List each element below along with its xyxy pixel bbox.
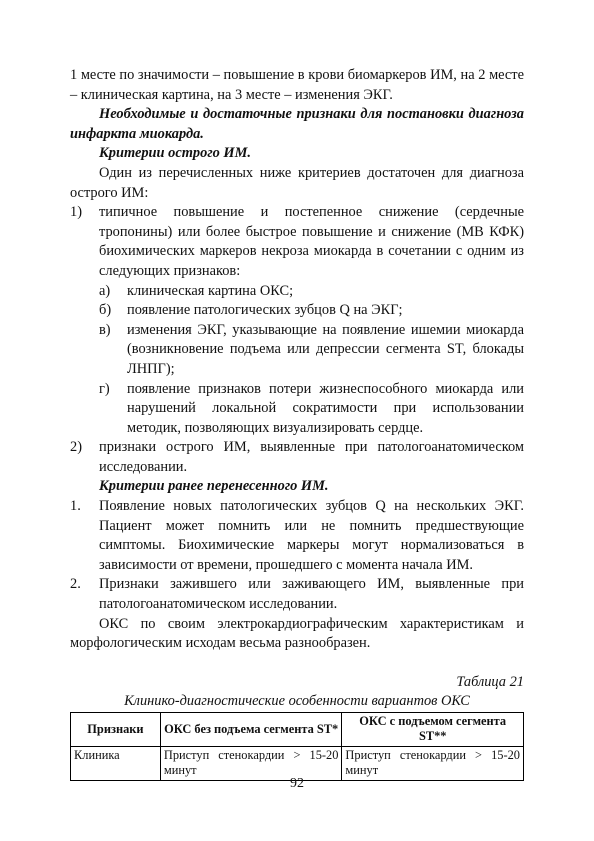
- sub-list-item: [70, 380, 524, 439]
- table-header-row: [71, 713, 524, 747]
- table-number-label: Таблица 21: [456, 673, 524, 690]
- list-item: [70, 497, 524, 575]
- list-marker: 2): [70, 439, 82, 456]
- table-cell: Клиника: [71, 746, 161, 780]
- sub-list-item-text: появление признаков потери жизнеспособного миокарда или нарушений локальной сократимости при использовании методик, позволяющих визуализировать сердце.: [127, 380, 524, 436]
- list-marker: 2.: [70, 576, 81, 593]
- criteria-heading: Необходимые и достаточные признаки для постановки диагноза инфаркта миокарда.: [70, 106, 524, 142]
- sub-list-marker: б): [99, 302, 112, 319]
- list-marker: 1.: [70, 498, 81, 515]
- intro-paragraph: 1 месте по значимости – повышение в крови биомаркеров ИМ, на 2 месте – клиническая картина, на 3 месте – изменения ЭКГ.: [70, 67, 524, 103]
- sub-list-item-text: изменения ЭКГ, указывающие на появление ишемии миокарда (возникновение подъема или депрессии сегмента ST, блокады ЛНПГ);: [127, 321, 524, 377]
- sub-list-item: [70, 301, 524, 321]
- table-cell: Приступ стенокардии > 15-20 минут: [160, 746, 342, 780]
- list-item-text: типичное повышение и постепенное снижение (сердечные тропонины) или более быстрое повышение и снижение (МВ КФК) биохимических маркеров некроза миокарда в сочетании с одним из следующих признаков:: [99, 204, 524, 279]
- list-item-text: признаки острого ИМ, выявленные при патологоанатомическом исследовании.: [99, 439, 524, 475]
- sub-list-marker: в): [99, 321, 111, 338]
- sub-list-marker: а): [99, 282, 111, 299]
- sub-list-item-text: появление патологических зубцов Q на ЭКГ;: [127, 302, 403, 319]
- table-cell: Приступ стенокардии > 15-20 минут: [342, 746, 524, 780]
- table-header-cell: ОКС с подъемом сегмента ST**: [342, 713, 524, 747]
- acute-mi-heading: Критерии острого ИМ.: [99, 145, 252, 162]
- acs-variants-table: [70, 712, 524, 781]
- page-number: 92: [290, 776, 304, 791]
- sub-list-item: [70, 282, 524, 302]
- previous-criteria-list: [70, 497, 524, 615]
- list-item-text: Появление новых патологических зубцов Q на нескольких ЭКГ. Пациент может помнить или не помнить предшествующие симптомы. Биохимические маркеры могут нормализоваться в зависимости от времени, прошедшего с момента начала ИМ.: [99, 498, 524, 573]
- sub-list-item: [70, 321, 524, 380]
- table-title: Клинико-диагностические особенности вариантов ОКС: [124, 693, 470, 710]
- table-header-cell: ОКС без подъема сегмента ST*: [160, 713, 342, 747]
- table-header-cell: Признаки: [71, 713, 161, 747]
- acute-intro-paragraph: Один из перечисленных ниже критериев достаточен для диагноза острого ИМ:: [70, 164, 524, 201]
- previous-mi-heading: Критерии ранее перенесенного ИМ.: [99, 478, 329, 495]
- sub-list-marker: г): [99, 380, 110, 397]
- page-body: [70, 66, 524, 781]
- sub-list-item-text: клиническая картина ОКС;: [127, 282, 294, 299]
- list-item-text: Признаки зажившего или заживающего ИМ, выявленные при патологоанатомическом исследовании.: [99, 576, 524, 613]
- list-marker: 1): [70, 204, 82, 221]
- closing-paragraph: ОКС по своим электрокардиографическим характеристикам и морфологическим исходам весьма разнообразен.: [70, 615, 524, 652]
- acute-criteria-list: [70, 203, 524, 477]
- list-item: [70, 575, 524, 614]
- list-item: [70, 438, 524, 477]
- list-item: [70, 203, 524, 281]
